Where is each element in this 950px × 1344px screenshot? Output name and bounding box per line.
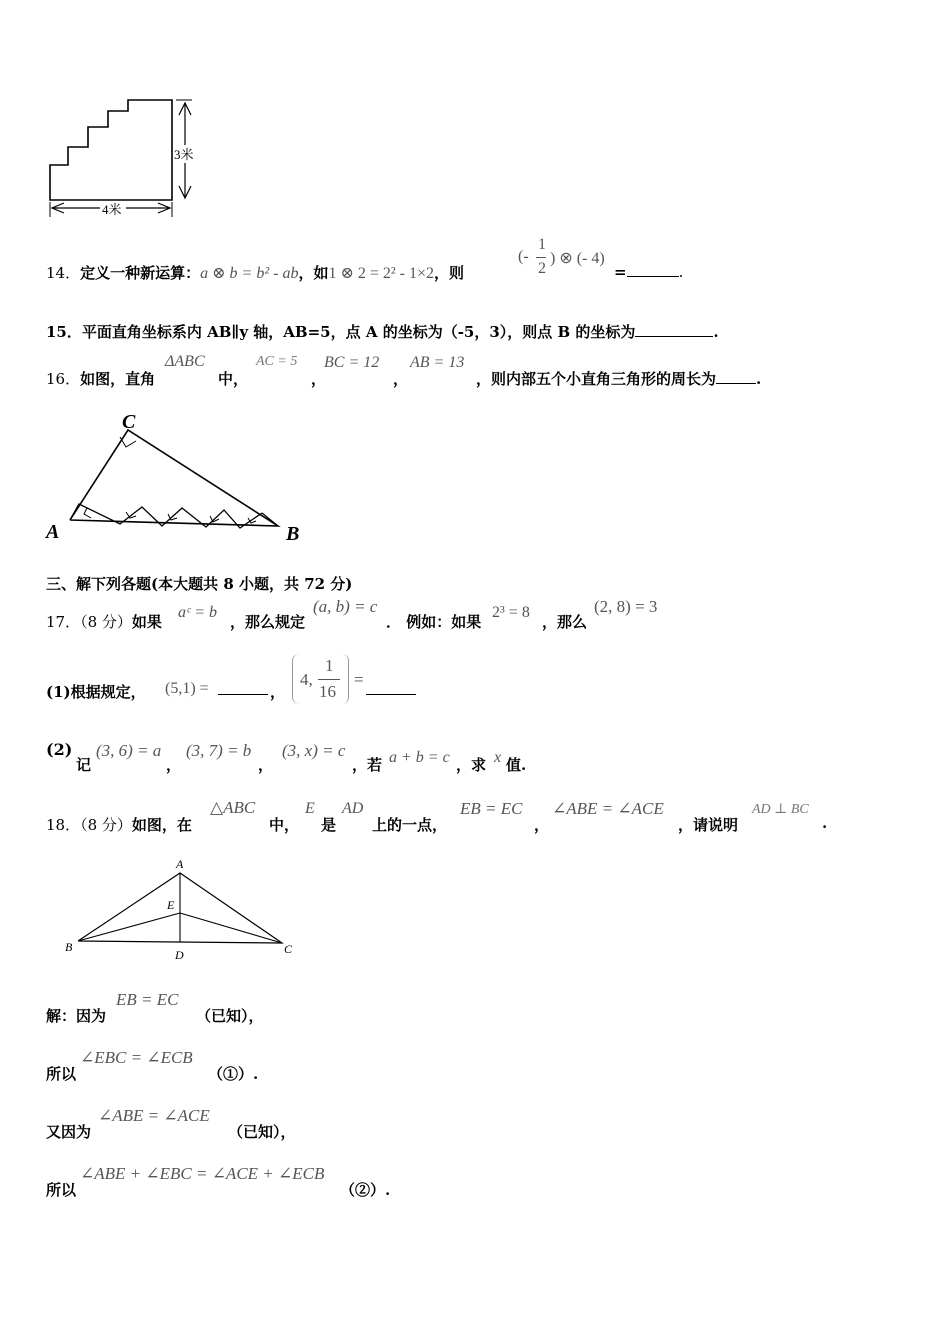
q18-end: . [822,814,828,832]
stairs-figure [40,95,210,225]
q14-example: 1 ⊗ 2 = 2² - 1×2 [328,265,435,282]
q16-sep1: ， [311,370,327,388]
q18-label-b: B [65,940,73,954]
q17-sub1-expr1: (5,1) = [165,680,209,697]
q18-label-a: A [176,857,184,871]
solution-line2-math: ∠EBC = ∠ECB [80,1048,193,1067]
solution-line4-text: 所以 [46,1181,77,1199]
solution-line1-math: EB = EC [116,990,179,1009]
q17-sub2-q: ，求 [456,756,487,774]
q18-conclusion: AD ⊥ BC [752,802,809,817]
q18-p4: 上的一点， [372,816,448,834]
label-c: C [122,411,136,433]
q17-sub2-ji: 记 [76,756,92,774]
q16-p3: ，则内部五个小直角三角形的周长为 [476,370,717,388]
q17-sub1-expr2 [292,654,352,706]
q14-number: 14． [46,264,81,282]
q17-score: （8 分） [80,613,132,631]
q16-bc: BC = 12 [324,354,380,371]
q15-end: . [713,323,719,341]
q14-prefix: 定义一种新运算： [80,264,201,282]
q17-sub1-frac-bar [318,679,340,680]
q14-tail: = [614,263,627,281]
q14-frac-den: 2 [538,260,546,277]
q18-e: E [305,800,315,817]
q14-expr-right: ) ⊗ (- 4) [550,250,605,267]
q17-sub2-cond: a + b = c [389,749,450,766]
q18-label-c: C [284,942,293,956]
q16-tail [476,368,761,389]
q16-end: . [756,370,762,388]
q17-p4: ，那么 [542,613,588,631]
q16-p2: 中， [218,370,249,388]
q17-sub2-e3: (3, x) = c [282,741,346,760]
q15-answer-blank[interactable] [635,322,713,337]
solution-line3-text: 又因为 [46,1123,92,1141]
q14-end: . [678,263,684,281]
q18-p5: ，请说明 [678,816,739,834]
q15-text: 15．平面直角坐标系内 AB∥y 轴，AB=5，点 A 的坐标为（-5，3），则点 B 的坐标为 [46,323,636,341]
q18-triangle: △ABC [210,798,256,817]
q14-mid: ，如 [298,264,329,282]
q17-sub2-label: (2) [46,740,73,759]
q17-sub1-blank1[interactable] [218,680,268,695]
segment-ec [180,913,282,943]
q17-sub1-sep: ， [270,683,286,701]
q17-def2: (a, b) = c [313,597,378,616]
q17-p1: 如果 [131,613,162,631]
q17-sub1-blank2[interactable] [366,680,416,695]
height-label: 3米 [174,147,194,162]
solution-line1-reason: （已知）， [196,1007,264,1025]
q17-sub1-frac-den: 16 [319,682,336,701]
question-14 [46,262,464,283]
question-15 [46,321,719,342]
q17-def: aᶜ = b [178,604,217,621]
q16-triangle: ΔABC [165,353,205,370]
q18-eq1: EB = EC [460,799,523,818]
q17-sub2-e1: (3, 6) = a [96,741,162,760]
q14-answer-blank[interactable] [627,262,679,277]
triangle-outline [70,430,278,526]
q16-ab: AB = 13 [410,354,465,371]
q17-number: 17． [46,613,81,631]
solution-line3-math: ∠ABE = ∠ACE [98,1106,210,1125]
question-17 [46,611,162,632]
q18-figure [60,855,310,965]
q16-sep2: ， [393,370,409,388]
q17-sub2-x: x [494,749,502,766]
q18-score: （8 分） [80,816,132,834]
q16-p1: 如图，直角 [80,370,156,388]
stairs-outline [50,100,172,200]
q17-p2: ，那么规定 [230,613,306,631]
q17-sub2-e2: (3, 7) = b [186,741,252,760]
q16-number: 16． [46,370,81,388]
q18-sep: ， [534,816,550,834]
q14-frac-bar [536,257,546,258]
q18-label-e: E [167,898,175,912]
q18-label-d: D [175,948,184,962]
solution-line2-reason: （①）. [208,1065,259,1083]
q16-ac: AC = 5 [256,354,298,369]
q16-answer-blank[interactable] [716,369,756,384]
q14-expr-left: (- [518,248,529,265]
q17-sub2-sep1: ， [166,756,182,774]
q17-sub2-p: ，若 [352,756,383,774]
q14-rule: a ⊗ b = b² - ab [200,265,299,282]
solution-line2-text: 所以 [46,1065,77,1083]
q14-frac-num: 1 [538,236,546,253]
label-a: A [46,521,60,543]
solution-line4-reason: （②）. [340,1181,391,1199]
segment-be [78,913,180,941]
label-b: B [286,523,300,545]
q14-answer [614,262,683,281]
section-3-title: 三、解下列各题(本大题共 8 小题，共 72 分) [46,575,353,593]
q18-p3: 是 [321,816,337,834]
q17-p3: ． 例如：如果 [386,613,482,631]
q18-p2: 中， [269,816,300,834]
solution-line1-text: 解：因为 [46,1007,107,1025]
triangle-figure [40,408,310,548]
q18-p1: 如图，在 [131,816,192,834]
q17-sub1-eq: = [354,670,364,689]
question-16 [46,368,155,389]
q18-eq2: ∠ABE = ∠ACE [552,799,664,818]
q17-ex: 2³ = 8 [492,604,530,621]
q17-ex2: (2, 8) = 3 [594,597,658,616]
q17-sub1-expr2-left: 4, [300,670,313,689]
q17-sub1-label: (1)根据规定， [46,683,146,701]
q17-sub1-frac-num: 1 [325,656,334,675]
q17-sub2-end: 值. [506,756,527,774]
solution-line3-reason: （已知）， [228,1123,296,1141]
q17-sub2-sep2: ， [258,756,274,774]
question-18 [46,814,192,835]
q18-ad: AD [342,800,364,817]
solution-line4-math: ∠ABE + ∠EBC = ∠ACE + ∠ECB [80,1164,325,1183]
q14-then: ，则 [434,264,465,282]
q18-number: 18． [46,816,81,834]
width-label: 4米 [102,202,122,217]
